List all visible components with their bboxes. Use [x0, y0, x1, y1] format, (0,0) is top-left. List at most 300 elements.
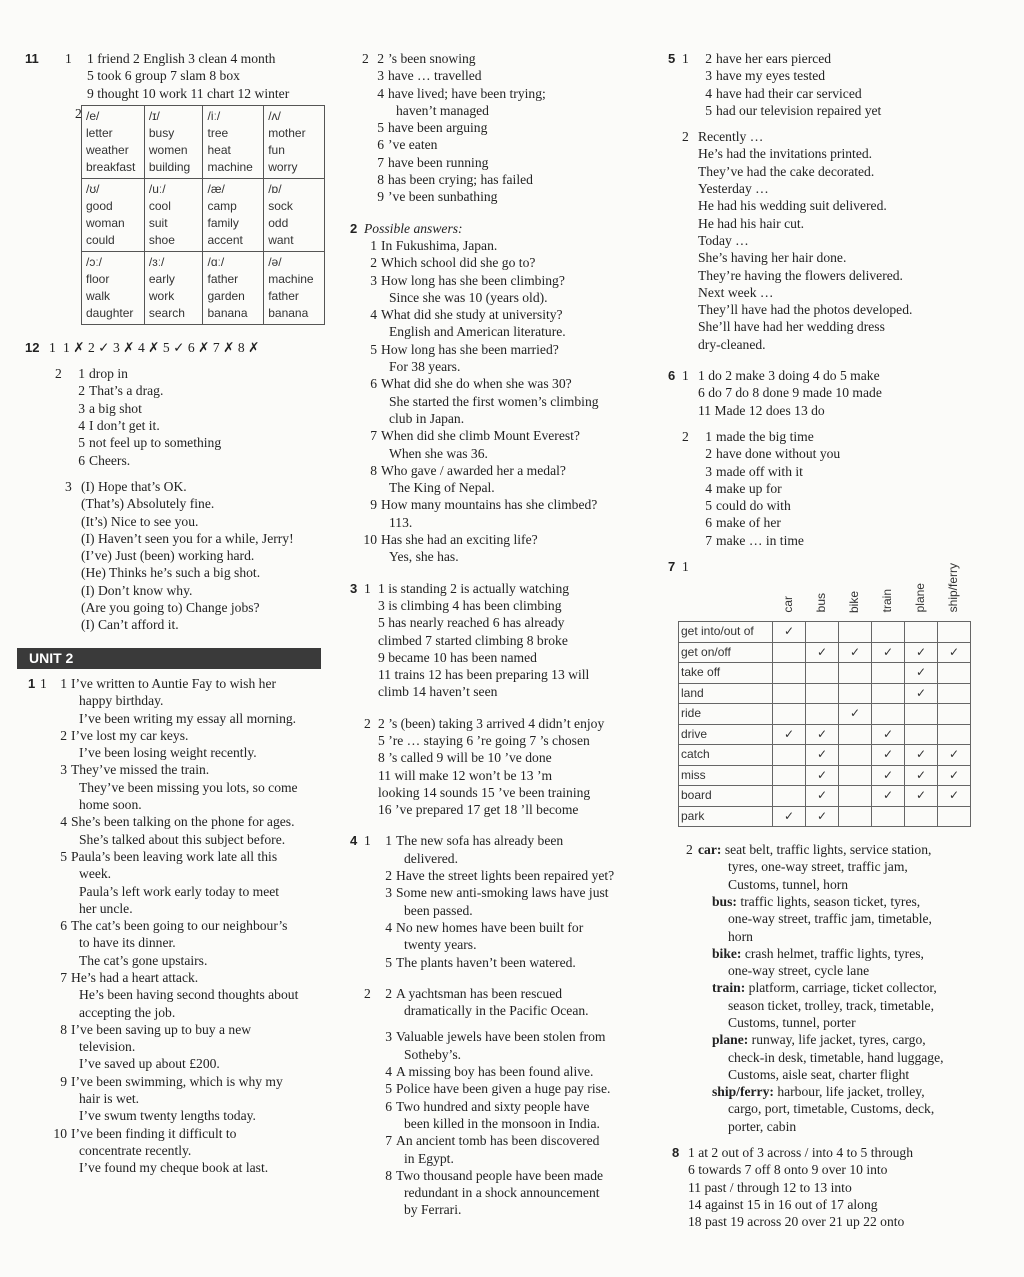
answer-line: Sotheby’s.	[404, 1046, 462, 1062]
vocab-line	[698, 841, 998, 858]
answer-line: (I) Haven’t seen you for a while, Jerry!	[81, 530, 294, 546]
item-number: 2	[370, 255, 377, 271]
column-1	[25, 50, 325, 1177]
phoneme-symbol: /ɑː/	[207, 254, 225, 269]
item-number: 4	[385, 919, 392, 935]
answer-line: An ancient tomb has been discovered	[396, 1133, 600, 1149]
phonetics-table	[81, 105, 325, 325]
answer-line: English and American literature.	[389, 324, 566, 340]
example-word: father	[268, 288, 299, 303]
answer-line: She’ll have had her wedding dress	[698, 319, 885, 335]
answer-line: redundant in a shock announcement	[404, 1185, 600, 1201]
answer-line: twenty years.	[404, 937, 477, 953]
section-4: 4 1 1 The new sofa has already been delivered. 2 Have the street lights been repaired yet? 3 Some new anti-smoking laws have just been passed. 4 No new homes have been built for twenty years. 5 The plants haven’t been watered.	[350, 832, 655, 970]
list-item	[378, 832, 655, 867]
verb-label: catch	[679, 745, 773, 766]
list-item	[53, 1073, 325, 1125]
vocab-line	[698, 858, 998, 875]
item-number: 5	[60, 848, 67, 864]
table-row	[679, 724, 971, 745]
answer-line: Paula’s left work early today to meet	[79, 883, 280, 899]
check-cell: ✓	[872, 642, 905, 663]
list-item	[370, 50, 655, 67]
answer-line: (I) Hope that’s OK.	[81, 478, 187, 494]
check-cell: ✓	[872, 786, 905, 807]
list-item	[363, 375, 655, 427]
list-item	[378, 884, 655, 919]
answer-line: 1 is standing 2 is actually watching	[378, 580, 570, 596]
vocab-text: crash helmet, traffic lights, tyres,	[744, 945, 924, 961]
list-item	[363, 237, 655, 254]
section-3-2: 2 2 ’s (been) taking 3 arrived 4 didn’t enjoy 5 ’re … staying 6 ’re going 7 ’s chosen 8 ’s called 9 will be 10 ’ve done 11 will make 12 won’t be 13 ’m looking 14 sounds 15 ’ve been training 16 ’ve prepared 17 get 18 ’ll become	[350, 715, 655, 819]
answer-line: (I) Can’t afford it.	[81, 617, 179, 633]
answer-line: week.	[79, 866, 112, 882]
answer-line: When did she climb Mount Everest?	[381, 428, 580, 444]
vocab-text: check-in desk, timetable, hand luggage,	[728, 1049, 944, 1065]
check-cell	[773, 642, 806, 663]
item-number: 3	[705, 68, 712, 84]
check-cell	[806, 663, 839, 684]
verb-label: board	[679, 786, 773, 807]
item-number: 6	[370, 376, 377, 392]
item-number: 5	[78, 435, 85, 451]
item-number: 4	[370, 307, 377, 323]
list-item	[363, 531, 655, 566]
list-item	[378, 1132, 655, 1167]
phonetics-cell	[203, 251, 264, 324]
phoneme-symbol: /ɒ/	[268, 181, 282, 196]
phoneme-symbol: /ʌ/	[268, 108, 281, 123]
section-number: 12	[25, 339, 40, 355]
check-cell: ✓	[872, 724, 905, 745]
item-number: 4	[78, 418, 85, 434]
answer-line: 113.	[389, 514, 413, 530]
table-header-row	[679, 558, 971, 622]
table-row	[679, 622, 971, 643]
answer-line: The cat’s gone upstairs.	[79, 952, 208, 968]
answer-line: How long has she been married?	[381, 341, 559, 357]
verb-label: take off	[679, 663, 773, 684]
vocab-line	[698, 945, 998, 962]
table-row	[679, 786, 971, 807]
answer-line: 5 has nearly reached 6 has already	[378, 615, 565, 631]
list-item	[378, 1028, 655, 1063]
check-cell	[938, 806, 971, 827]
item-number: 6	[705, 515, 712, 531]
item-number: 8	[370, 462, 377, 478]
check-cell: ✓	[806, 724, 839, 745]
column-3	[668, 50, 998, 1231]
list-item	[53, 761, 325, 813]
item-number: 7	[705, 532, 712, 548]
check-cell: ✓	[806, 765, 839, 786]
answer-line: She’s talked about this subject before.	[79, 831, 286, 847]
vehicle-keyword: plane:	[712, 1032, 749, 1048]
list-item	[698, 514, 998, 531]
column-header	[938, 558, 971, 622]
answer-line: dry-cleaned.	[698, 336, 766, 352]
answer-line: Have the street lights been repaired yet?	[396, 868, 615, 884]
item-number: 7	[377, 154, 384, 170]
check-cell	[773, 745, 806, 766]
answer-line: 11 past / through 12 to 13 into	[688, 1179, 852, 1195]
list-item	[363, 341, 655, 376]
answer-line: 14 against 15 in 16 out of 17 along	[688, 1196, 878, 1212]
vocab-line	[698, 928, 998, 945]
table-row	[679, 683, 971, 704]
vehicle-keyword: bike:	[712, 945, 742, 961]
list-item	[698, 102, 998, 119]
answer-line: make up for	[716, 480, 782, 496]
answer-line: (I’ve) Just (been) working hard.	[81, 548, 255, 564]
table-row	[679, 704, 971, 725]
phonetics-cell	[203, 178, 264, 251]
answer-line: They’ll have had the photos developed.	[698, 302, 913, 318]
answer-line: How many mountains has she climbed?	[381, 497, 598, 513]
answer-line: Today …	[698, 232, 749, 248]
verb-label: ride	[679, 704, 773, 725]
vocab-line	[698, 962, 998, 979]
answer-line: television.	[79, 1039, 136, 1055]
list-item	[53, 917, 325, 969]
column-header	[905, 558, 938, 622]
vocab-line	[698, 1100, 998, 1117]
example-word: machine	[268, 271, 314, 286]
answer-line: The cat’s been going to our neighbour’s	[71, 918, 288, 934]
phonetics-cell	[82, 105, 145, 178]
answer-line: hair is wet.	[79, 1091, 140, 1107]
answer-line: had our television repaired yet	[716, 102, 882, 118]
example-word: heat	[207, 142, 231, 157]
item-number: 2	[377, 51, 384, 66]
answer-line: delivered.	[404, 850, 458, 866]
table-row	[679, 663, 971, 684]
list-item	[378, 919, 655, 954]
list-item	[698, 445, 998, 462]
list-item	[370, 171, 655, 188]
answer-line: haven’t managed	[396, 102, 489, 118]
answer-line: He had his hair cut.	[698, 215, 805, 231]
list-item	[378, 1080, 655, 1097]
table-row	[679, 806, 971, 827]
answer-line: been killed in the monsoon in India.	[404, 1115, 600, 1131]
list-item	[53, 1125, 325, 1177]
list-item	[698, 497, 998, 514]
item-number: 1	[60, 675, 67, 691]
answer-line: She’s been talking on the phone for ages.	[71, 814, 295, 830]
answer-line: make … in time	[716, 532, 804, 548]
answer-line: have been running	[388, 154, 489, 170]
vehicle-label: plane	[913, 583, 928, 613]
vocab-line	[698, 876, 998, 893]
phonetics-cell	[264, 178, 325, 251]
item-number: 4	[377, 85, 384, 101]
answer-line: He’s had the invitations printed.	[698, 146, 873, 162]
vehicle-keyword: train:	[712, 980, 746, 996]
section-5: 5 1 2 have her ears pierced 3 have my eyes tested 4 have had their car serviced 5 had our television repaired yet	[668, 50, 998, 119]
exercise-1: 1 1 ✗ 2 ✓ 3 ✗ 4 ✗ 5 ✓ 6 ✗ 7 ✗ 8 ✗	[41, 339, 325, 356]
check-cell: ✓	[806, 786, 839, 807]
example-word: banana	[207, 305, 248, 320]
list-item	[370, 85, 655, 120]
answer-line: 9 became 10 has been named	[378, 649, 537, 665]
vehicle-label: bus	[814, 593, 829, 613]
example-word: early	[148, 271, 175, 286]
answer-line: 18 past 19 across 20 over 21 up 22 onto	[688, 1214, 905, 1230]
answer-line: I’ve found my cheque book at last.	[79, 1160, 269, 1176]
list-item	[71, 382, 325, 399]
list-item	[363, 306, 655, 341]
phoneme-symbol: /ə/	[268, 254, 282, 269]
item-number: 5	[370, 341, 377, 357]
vocab-text: Customs, aisle seat, charter flight	[728, 1066, 910, 1082]
check-cell	[839, 745, 872, 766]
answer-line: make of her	[716, 515, 781, 531]
item-number: 8	[385, 1167, 392, 1183]
example-word: breakfast	[86, 159, 136, 174]
answer-line: She started the first women’s climbing	[389, 393, 599, 409]
check-cell	[938, 704, 971, 725]
example-word: banana	[268, 305, 309, 320]
answer-line: A yachtsman has been rescued	[396, 985, 563, 1001]
check-cell	[773, 786, 806, 807]
table-row	[679, 642, 971, 663]
answer-line: 1 at 2 out of 3 across / into 4 to 5 through	[688, 1145, 914, 1161]
check-cell: ✓	[839, 704, 872, 725]
answer-line: drop in	[89, 366, 128, 382]
verb-label: get on/off	[679, 642, 773, 663]
item-number: 7	[385, 1133, 392, 1149]
check-cell: ✓	[938, 765, 971, 786]
check-cell	[773, 704, 806, 725]
answer-line: 11 will make 12 won’t be 13 ’m	[378, 767, 553, 783]
vehicle-label: ship/ferry	[946, 563, 961, 613]
example-word: mother	[268, 125, 306, 140]
check-cell	[806, 683, 839, 704]
section-11	[25, 50, 325, 325]
check-cell: ✓	[905, 745, 938, 766]
check-cell	[839, 622, 872, 643]
answer-line: have lived; have been trying;	[388, 85, 546, 101]
phoneme-symbol: /ɪ/	[148, 108, 160, 123]
vehicle-label: bike	[847, 590, 862, 613]
section-6-2: 2 1 made the big time 2 have done without you 3 made off with it 4 make up for 5 could do with 6 make of her 7 make … in time	[668, 428, 998, 549]
list-item	[370, 119, 655, 136]
exercise-3: 3 (I) Hope that’s OK. (That’s) Absolutely fine. (It’s) Nice to see you. (I) Haven’t seen you for a while, Jerry! (I’ve) Just (been) working hard. (He) Thinks he’s such a big shot. (I) Don’t know why. (Are you going to) Change jobs? (I) Can’t afford it.	[41, 478, 325, 634]
vocab-text: Customs, tunnel, porter	[728, 1014, 856, 1030]
vocab-line	[698, 893, 998, 910]
list-item	[370, 67, 655, 84]
vocab-text: one-way street, cycle lane	[728, 963, 870, 979]
answer-line: Which school did she go to?	[381, 255, 536, 271]
answer-line: 16 ’ve prepared 17 get 18 ’ll become	[378, 802, 579, 818]
item-number: 7	[370, 428, 377, 444]
answer-line: 1 friend 2 English 3 clean 4 month	[87, 51, 276, 66]
vehicle-keyword: bus:	[712, 893, 737, 909]
list-item	[698, 85, 998, 102]
example-word: tree	[207, 125, 229, 140]
check-cell	[905, 622, 938, 643]
vocab-line	[698, 979, 998, 996]
possible-answers-label: Possible answers:	[364, 220, 463, 236]
answer-line: He’s had a heart attack.	[71, 969, 199, 985]
check-cell	[938, 663, 971, 684]
answer-line: For 38 years.	[389, 359, 461, 375]
item-number: 4	[60, 814, 67, 830]
list-item	[370, 136, 655, 153]
answer-line: I’ve been finding it difficult to	[71, 1125, 237, 1141]
example-word: fun	[268, 142, 285, 157]
answer-line: He’s been having second thoughts about	[79, 987, 299, 1003]
check-cell: ✓	[773, 724, 806, 745]
answer-line: I’ve swum twenty lengths today.	[79, 1108, 256, 1124]
item-number: 7	[60, 969, 67, 985]
answer-line: The plants haven’t been watered.	[396, 954, 576, 970]
answer-line: 1 ✗ 2 ✓ 3 ✗ 4 ✗ 5 ✓ 6 ✗ 7 ✗ 8 ✗	[63, 339, 260, 355]
answer-line: Yes, she has.	[389, 549, 459, 565]
phonetics-row	[82, 178, 325, 251]
answer-line: climbed 7 started climbing 8 broke	[378, 632, 568, 648]
vocab-text: season ticket, trolley, track, timetable,	[728, 997, 934, 1013]
answer-line: (That’s) Absolutely fine.	[81, 496, 215, 512]
check-cell: ✓	[905, 765, 938, 786]
phonetics-cell	[144, 178, 203, 251]
unit2-section-1: 1 1 1 I’ve written to Auntie Fay to wish her happy birthday. I’ve been writing my essay all morning. 2 I’ve lost my car keys. I’ve been losing weight recently. 3 They’ve missed the train. They’ve been missing you lots, so come home soon. 4 She’s been talking on the phone for ages. She’s talked about this subject before. 5 Paula’s been leaving work late all this week. Paula’s left work early today to meet her uncle. 6 The cat’s been going to our neighbour’s to have its dinner. The cat’s gone upstairs. 7 He’s had a heart attack. He’s been having second thoughts about accepting the job. 8 I’ve been saving up to buy a new television. I’ve saved up about £200. 9 I’ve been swimming, which is why my hair is wet. I’ve swum twenty lengths today. 10 I’ve been finding it difficult to concentrate recently. I’ve found my cheque book at last.	[25, 675, 325, 1177]
item-number: 2	[385, 985, 392, 1001]
phoneme-symbol: /e/	[86, 108, 100, 123]
vocab-text: platform, carriage, ticket collector,	[748, 980, 937, 996]
example-word: family	[207, 215, 239, 230]
phoneme-symbol: /uː/	[148, 181, 166, 196]
item-number: 5	[377, 120, 384, 136]
check-cell	[839, 786, 872, 807]
answer-line: 9 thought 10 work 11 chart 12 winter	[87, 85, 290, 101]
example-word: camp	[207, 198, 237, 213]
example-word: want	[268, 232, 294, 247]
table-row	[679, 765, 971, 786]
vehicle-label: train	[880, 589, 895, 613]
item-number: 8	[377, 172, 384, 188]
answer-line: What did she do when she was 30?	[381, 376, 572, 392]
answer-line: They’ve had the cake decorated.	[698, 163, 875, 179]
example-word: weather	[86, 142, 129, 157]
check-cell	[839, 683, 872, 704]
answer-line: I’ve been swimming, which is why my	[71, 1073, 283, 1089]
vocab-text: runway, life jacket, tyres, cargo,	[751, 1032, 926, 1048]
check-cell: ✓	[839, 642, 872, 663]
example-word: building	[148, 159, 191, 174]
check-cell: ✓	[872, 765, 905, 786]
list-item	[53, 675, 325, 727]
answer-line: I don’t get it.	[89, 418, 160, 434]
check-cell	[905, 704, 938, 725]
section-1b: 2 2 ’s been snowing 3 have … travelled 4 have lived; have been trying; haven’t managed 5 have been arguing 6 ’ve eaten 7 have been running 8 has been crying; has failed 9 ’ve been sunbathing	[350, 50, 655, 206]
section-3: 3 1 1 is standing 2 is actually watching 3 is climbing 4 has been climbing 5 has nearly reached 6 has already climbed 7 started climbing 8 broke 9 became 10 has been named 11 trains 12 has been preparing 13 will climb 14 haven’t seen	[350, 580, 655, 701]
item-number: 3	[385, 1029, 392, 1045]
list-item	[53, 848, 325, 917]
item-number: 6	[78, 452, 85, 468]
phonetics-cell	[203, 105, 264, 178]
check-cell: ✓	[905, 642, 938, 663]
list-item	[378, 985, 655, 1020]
vocab-text: one-way street, traffic jam, timetable,	[728, 911, 932, 927]
item-number: 2	[705, 446, 712, 462]
answer-line: been passed.	[404, 902, 473, 918]
answer-line: In Fukushima, Japan.	[381, 237, 498, 253]
vocab-line	[698, 1031, 998, 1048]
check-cell	[872, 704, 905, 725]
answer-line: 6 towards 7 off 8 onto 9 over 10 into	[688, 1162, 888, 1178]
list-item	[71, 452, 325, 469]
example-word: daughter	[86, 305, 134, 320]
example-word: letter	[86, 125, 113, 140]
answer-line: not feel up to something	[89, 435, 222, 451]
vocab-text: tyres, one-way street, traffic jam,	[728, 859, 908, 875]
answer-line: 5 ’re … staying 6 ’re going 7 ’s chosen	[378, 732, 590, 748]
vocab-line	[698, 910, 998, 927]
example-word: worry	[268, 159, 298, 174]
answer-line: How long has she been climbing?	[381, 272, 565, 288]
verb-label: land	[679, 683, 773, 704]
answer-line: 1 do 2 make 3 doing 4 do 5 make	[698, 368, 880, 384]
section-number: 11	[25, 51, 39, 66]
answer-line: I’ve lost my car keys.	[71, 727, 189, 743]
check-cell	[839, 724, 872, 745]
example-word: good	[86, 198, 113, 213]
verb-label: drive	[679, 724, 773, 745]
example-word: work	[148, 288, 175, 303]
answer-line: (I) Don’t know why.	[81, 582, 193, 598]
item-number: 5	[705, 498, 712, 514]
check-cell	[806, 622, 839, 643]
check-cell: ✓	[773, 806, 806, 827]
header-blank	[679, 558, 773, 622]
exercise-1: 1 1 friend 2 English 3 clean 4 month 5 took 6 group 7 slam 8 box 9 thought 10 work 11 chart 12 winter	[65, 50, 325, 102]
example-word: shoe	[148, 232, 175, 247]
answer-line: ’ve been sunbathing	[388, 189, 498, 205]
answer-line: ’s been snowing	[388, 51, 476, 66]
answer-line: ’ve eaten	[388, 137, 438, 153]
vocab-text: cargo, port, timetable, Customs, deck,	[728, 1101, 935, 1117]
list-item	[698, 428, 998, 445]
column-2	[350, 50, 655, 1219]
answer-line: looking 14 sounds 15 ’ve been training	[378, 784, 591, 800]
check-cell	[938, 622, 971, 643]
answer-line: concentrate recently.	[79, 1142, 192, 1158]
answer-line: I’ve been saving up to buy a new	[71, 1021, 252, 1037]
item-number: 8	[60, 1021, 67, 1037]
check-cell	[872, 806, 905, 827]
item-number: 3	[705, 463, 712, 479]
answer-line: accepting the job.	[79, 1004, 176, 1020]
check-cell: ✓	[938, 642, 971, 663]
unit-heading: UNIT 2	[17, 648, 321, 669]
list-item	[53, 727, 325, 762]
answer-line: 11 trains 12 has been preparing 13 will	[378, 667, 590, 683]
answer-line: a big shot	[89, 400, 142, 416]
answer-line: I’ve been writing my essay all morning.	[79, 710, 297, 726]
check-cell: ✓	[806, 806, 839, 827]
answer-line: have my eyes tested	[716, 68, 826, 84]
list-item	[363, 272, 655, 307]
check-cell: ✓	[938, 786, 971, 807]
vocab-text: Customs, tunnel, horn	[728, 876, 849, 892]
answer-line: made off with it	[716, 463, 803, 479]
list-item	[370, 154, 655, 171]
table-row	[679, 745, 971, 766]
check-cell: ✓	[905, 786, 938, 807]
check-cell: ✓	[905, 663, 938, 684]
